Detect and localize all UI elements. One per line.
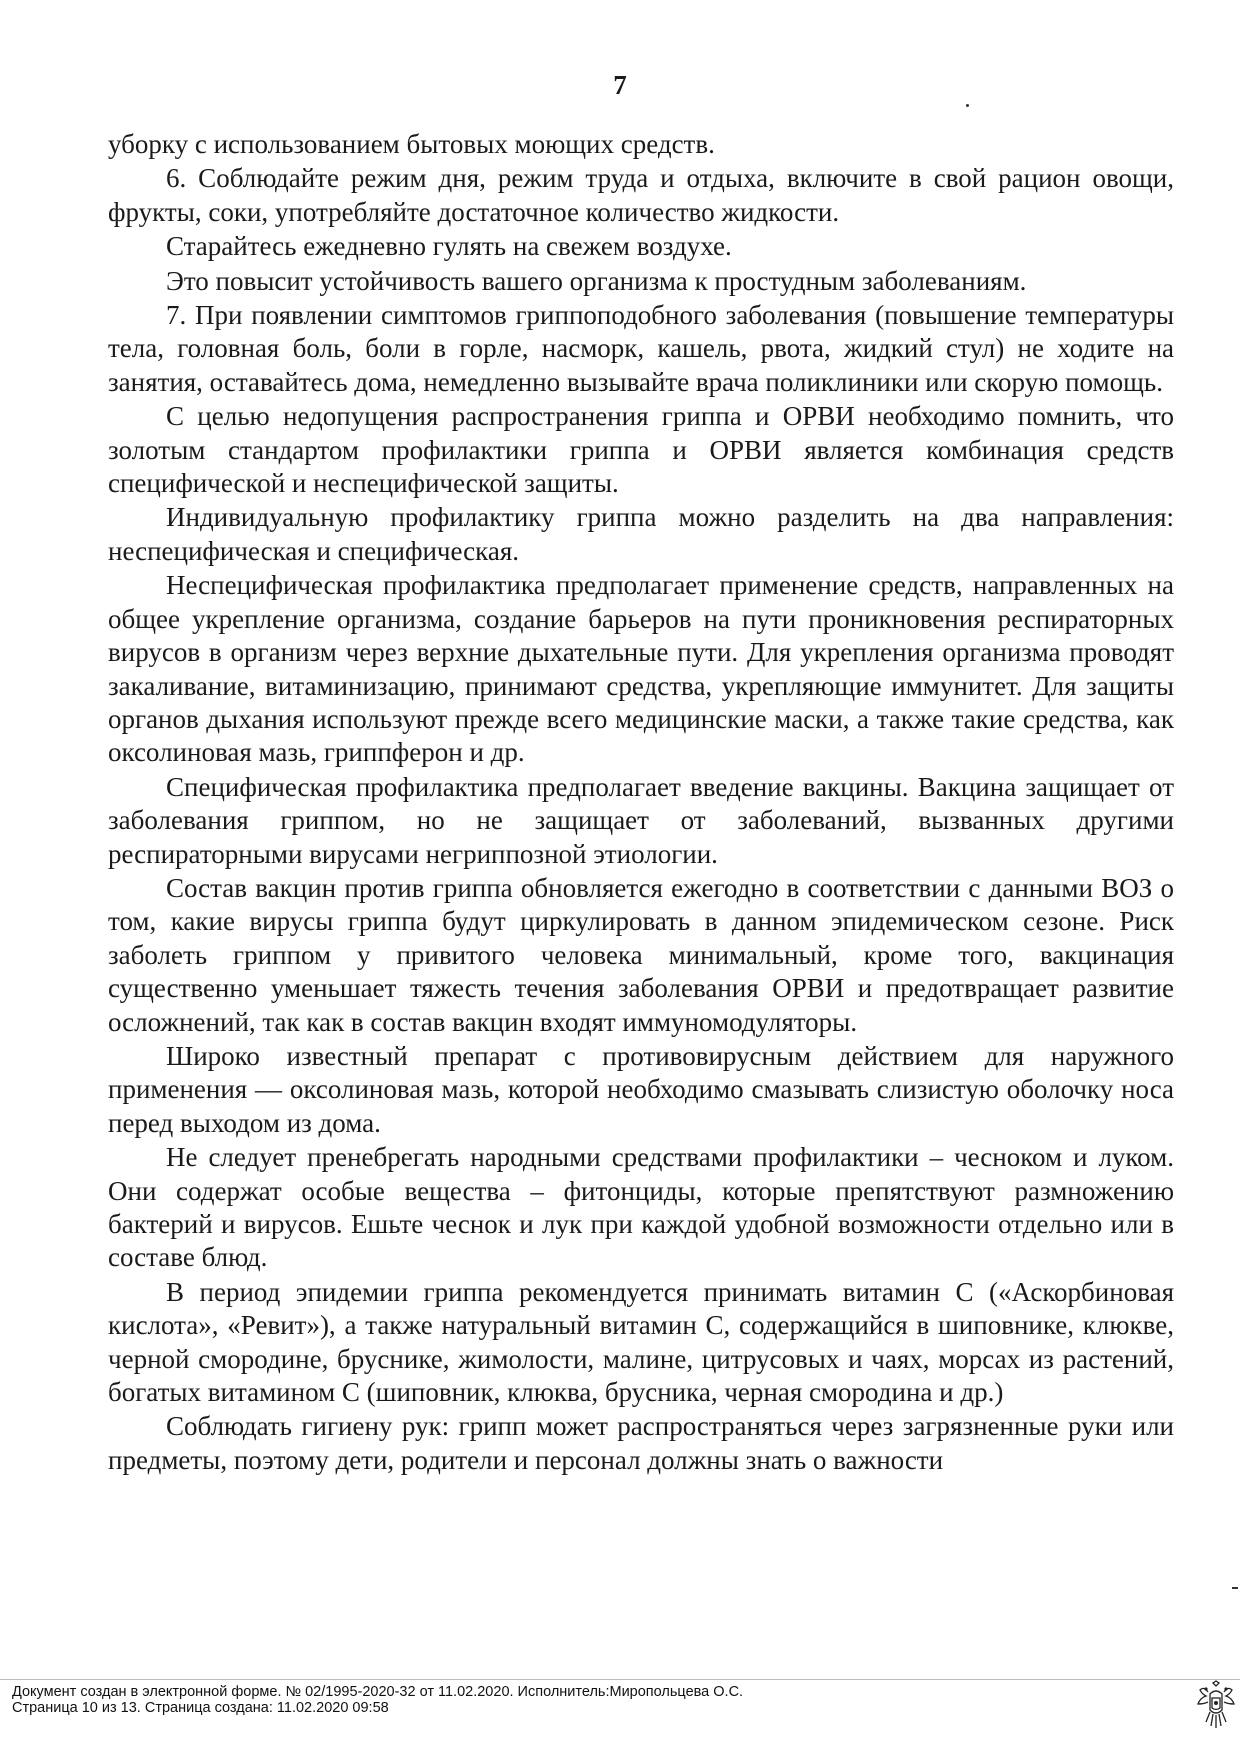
paragraph: 7. При появлении симптомов гриппоподобного заболевания (повышение температуры тела, головная боль, боли в горле, насморк, кашель, рвота, жидкий стул) не ходите на занятия, оставайтесь дома, немедленно вызывайте врача поликлиники или скорую помощь. <box>108 300 1174 397</box>
paragraph: Специфическая профилактика предполагает введение вакцины. Вакцина защищает от заболевания гриппом, но не защищает от заболеваний, вызванных другими респираторными вирусами негриппозной этиологии. <box>108 771 1174 869</box>
document-body <box>108 128 1174 1478</box>
coat-of-arms-icon <box>1196 1680 1236 1730</box>
paragraph: Старайтесь ежедневно гулять на свежем воздухе. <box>166 231 732 262</box>
paragraph: Соблюдать гигиену рук: грипп может распространяться через загрязненные руки или предметы, поэтому дети, родители и персонал должны знать о важности <box>108 1411 1174 1475</box>
paragraph: Это повысит устойчивость вашего организма к простудным заболеваниям. <box>166 265 1027 296</box>
scan-speck <box>1232 1587 1238 1589</box>
paragraph: Индивидуальную профилактику гриппа можно разделить на два направления: неспецифическая и специфическая. <box>108 502 1174 566</box>
paragraph: Не следует пренебрегать народными средствами профилактики – чесноком и луком. Они содержат особые вещества – фитонциды, которые препятствуют размножению бактерий и вирусов. Ешьте чеснок и лук при каждой удобной возможности отдельно или в составе блюд. <box>108 1142 1174 1273</box>
paragraph: С целью недопущения распространения гриппа и ОРВИ необходимо помнить, что золотым стандартом профилактики гриппа и ОРВИ является комбинация средств специфической и неспецифической защиты. <box>108 401 1174 499</box>
footer-document-info: Документ создан в электронной форме. № 02/1995-2020-32 от 11.02.2020. Исполнитель:Миропольцева О.С. <box>12 1684 744 1700</box>
paragraph: Широко известный препарат с противовирусным действием для наружного применения — оксолиновая мазь, которой необходимо смазывать слизистую оболочку носа перед выходом из дома. <box>108 1040 1174 1138</box>
footer-divider <box>0 1679 1240 1680</box>
scan-speck <box>966 104 969 107</box>
page-number: 7 <box>613 70 627 100</box>
paragraph: 6. Соблюдайте режим дня, режим труда и отдыха, включите в свой рацион овощи, фрукты, соки, употребляйте достаточное количество жидкости. <box>108 163 1174 227</box>
paragraph: Неспецифическая профилактика предполагает применение средств, направленных на общее укрепление организма, создание барьеров на пути проникновения респираторных вирусов в организм через верхние дыхательные пути. Для укрепления организма проводят закаливание, витаминизацию, принимают средства, укрепляющие иммунитет. Для защиты органов дыхания используют прежде всего медицинские маски, а также такие средства, как оксолиновая мазь, гриппферон и др. <box>108 570 1174 768</box>
paragraph: В период эпидемии гриппа рекомендуется принимать витамин С («Аскорбиновая кислота», «Ревит»), а также натуральный витамин С, содержащийся в шиповнике, клюкве, черной смородине, бруснике, жимолости, малине, цитрусовых и чаях, морсах из растений, богатых витамином С (шиповник, клюква, брусника, черная смородина и др.) <box>108 1276 1174 1408</box>
paragraph: уборку с использованием бытовых моющих средств. <box>108 129 715 159</box>
document-footer <box>12 1684 743 1716</box>
paragraph: Состав вакцин против гриппа обновляется ежегодно в соответствии с данными ВОЗ о том, какие вирусы гриппа будут циркулировать в данном эпидемическом сезоне. Риск заболеть гриппом у привитого человека минимальный, кроме того, вакцинация существенно уменьшает тяжесть течения заболевания ОРВИ и предотвращает развитие осложнений, так как в состав вакцин входят иммуномодуляторы. <box>108 872 1174 1037</box>
footer-page-info: Страница 10 из 13. Страница создана: 11.02.2020 09:58 <box>12 1700 389 1716</box>
